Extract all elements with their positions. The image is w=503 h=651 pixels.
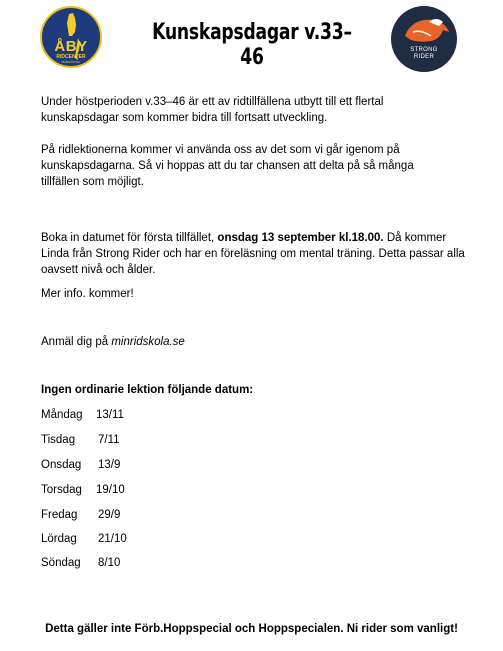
logo-left-line3: MÖRKÖPING	[61, 60, 81, 64]
intro-paragraph: Under höstperioden v.33–46 är ett av ridtillfällena utbytt till ett flertal kunskapsdagar som kommer bidra till fortsatt utveckling.	[41, 96, 384, 124]
signup-paragraph	[41, 334, 185, 350]
aby-ridcenter-logo	[40, 6, 102, 68]
schedule-day: Onsdag	[41, 459, 82, 471]
schedule-date: 21/10	[98, 533, 127, 545]
logo-right-line2: RIDER	[413, 54, 435, 60]
page-title: Kunskapsdagar v.33–46	[152, 20, 352, 70]
schedule-day: Söndag	[41, 557, 81, 569]
schedule-day: Torsdag	[41, 484, 82, 496]
booking-date: onsdag 13 september kl.18.00.	[217, 232, 384, 244]
schedule-date: 8/10	[98, 557, 121, 569]
schedule-day: Lördag	[41, 533, 77, 545]
schedule-heading: Ingen ordinarie lektion följande datum:	[41, 384, 254, 396]
schedule-day: Fredag	[41, 509, 78, 521]
signup-text: Anmäl dig på	[41, 336, 112, 348]
schedule-date: 29/9	[98, 509, 121, 521]
booking-text-post: Då kommer Linda från Strong Rider och har en föreläsning om mental träning. Detta passar alla oavsett nivå och ålder.	[41, 232, 465, 276]
schedule-date: 19/10	[96, 484, 125, 496]
lesson-paragraph: På ridlektionerna kommer vi använda oss av det som vi går igenom på kunskapsdagarna. Så vi hoppas att du tar chansen att delta på så många tillfällen som möjligt.	[41, 144, 414, 188]
signup-link[interactable]: minridskola.se	[111, 336, 185, 348]
booking-paragraph	[41, 230, 471, 278]
logo-right-line1: STRONG	[410, 47, 438, 53]
schedule-day: Måndag	[41, 409, 83, 421]
footer-note: Detta gäller inte Förb.Hoppspecial och Hoppspecialen. Ni rider som vanligt!	[45, 623, 458, 635]
logo-left-line2: RIDCENTER	[56, 54, 86, 60]
horse-rider-icon	[391, 6, 457, 72]
logo-left-line1: ÅBY	[54, 38, 88, 55]
schedule-date: 13/11	[96, 409, 124, 421]
schedule-day: Tisdag	[41, 434, 76, 446]
more-info: Mer info. kommer!	[41, 288, 134, 300]
booking-text-pre: Boka in datumet för första tillfället,	[41, 232, 218, 244]
schedule-date: 7/11	[98, 434, 120, 446]
schedule-date: 13/9	[98, 459, 121, 471]
strong-rider-logo	[391, 6, 457, 72]
